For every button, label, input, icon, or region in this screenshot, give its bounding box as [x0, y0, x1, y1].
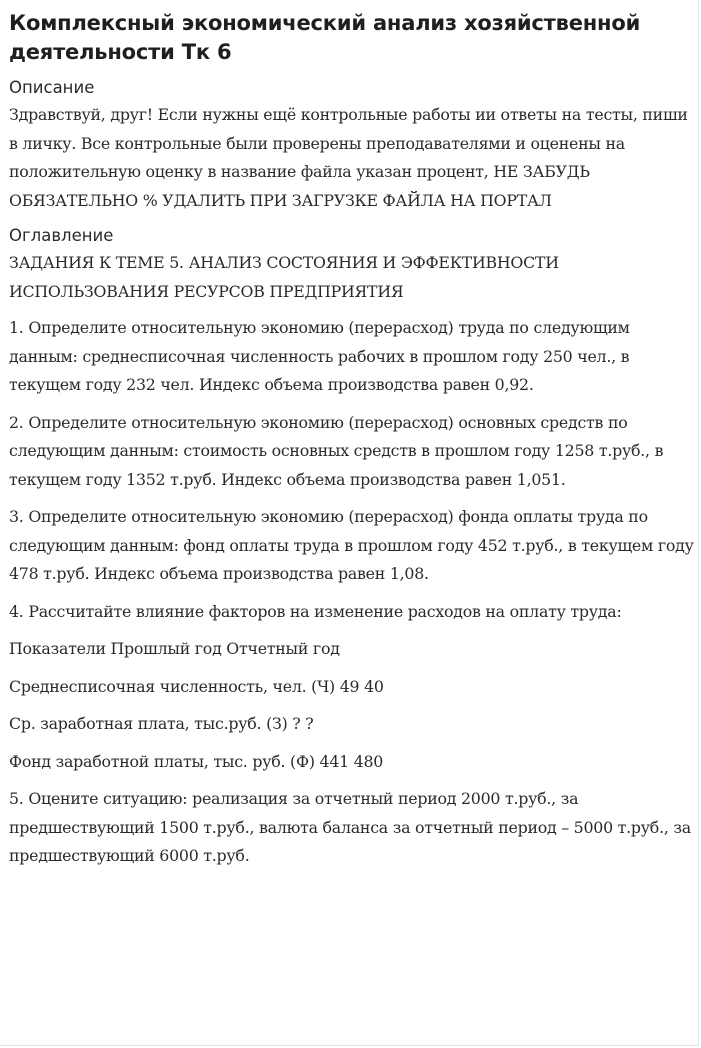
- task-5: 5. Оцените ситуацию: реализация за отчетный период 2000 т.руб., за предшествующий 1500 т.руб., валюта баланса за отчетный период – 5000 т.руб., за предшествующий 6000 т.руб.: [9, 789, 691, 865]
- task-4: 4. Рассчитайте влияние факторов на изменение расходов на оплату труда:: [9, 601, 622, 621]
- toc-label: Оглавление: [9, 226, 114, 245]
- table-row-avg-salary: Ср. заработная плата, тыс.руб. (З) ? ?: [9, 714, 314, 733]
- table-row-header: Показатели Прошлый год Отчетный год: [9, 639, 340, 658]
- toc-heading: ЗАДАНИЯ К ТЕМЕ 5. АНАЛИЗ СОСТОЯНИЯ И ЭФФЕКТИВНОСТИ ИСПОЛЬЗОВАНИЯ РЕСУРСОВ ПРЕДПРИЯТИЯ: [9, 253, 559, 301]
- document-title: Комплексный экономический анализ хозяйственной деятельности Тк 6: [9, 11, 641, 64]
- description-label: Описание: [9, 78, 95, 97]
- table-row-payroll-fund: Фонд заработной платы, тыс. руб. (Ф) 441 480: [9, 751, 384, 771]
- description-text: Здравствуй, друг! Если нужны ещё контрольные работы ии ответы на тесты, пиши в личку. Все контрольные были проверены преподавателями и оценены на положительную оценку в название файла указан процент, НЕ ЗАБУДЬ ОБЯЗАТЕЛЬНО % УДАЛИТЬ ПРИ ЗАГРУЗКЕ ФАЙЛА НА ПОРТАЛ: [9, 105, 688, 210]
- table-row-headcount: Среднесписочная численность, чел. (Ч) 49 40: [9, 676, 384, 696]
- task-1: 1. Определите относительную экономию (перерасход) труда по следующим данным: среднесписочная численность рабочих в прошлом году 250 чел., в текущем году 232 чел. Индекс объема производства равен 0,92.: [9, 318, 630, 394]
- task-2: 2. Определите относительную экономию (перерасход) основных средств по следующим данным: стоимость основных средств в прошлом году 1258 т.руб., в текущем году 1352 т.руб. Индекс объема производства равен 1,051.: [9, 412, 664, 489]
- task-3: 3. Определите относительную экономию (перерасход) фонда оплаты труда по следующим данным: фонд оплаты труда в прошлом году 452 т.руб., в текущем году 478 т.руб. Индекс объема производства равен 1,08.: [9, 507, 694, 583]
